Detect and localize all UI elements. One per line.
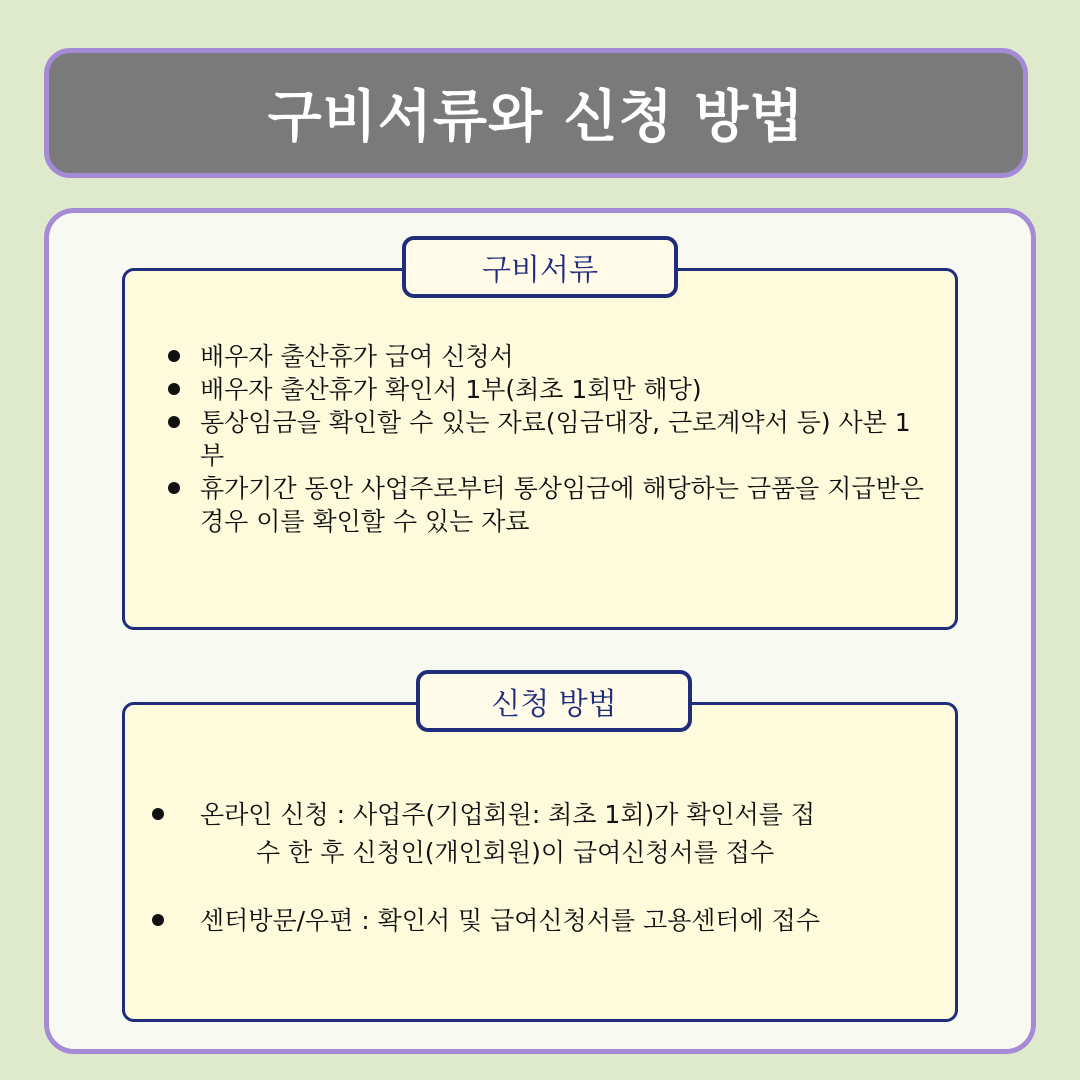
list-item: 배우자 출산휴가 확인서 1부(최초 1회만 해당) [168,373,928,406]
list-item: 배우자 출산휴가 급여 신청서 [168,340,928,373]
list-item: 통상임금을 확인할 수 있는 자료(임금대장, 근로계약서 등) 사본 1부 [168,406,928,472]
list-item [150,796,940,872]
online-application-text: 온라인 신청 : 사업주(기업회원: 최초 1회)가 확인서를 접 [200,800,816,829]
list-item: 휴가기간 동안 사업주로부터 통상임금에 해당하는 금품을 지급받은 경우 이를 확인할 수 있는 자료 [168,472,928,538]
online-application-text-cont: 수 한 후 신청인(개인회원)이 급여신청서를 접수 [256,838,775,867]
application-list [150,796,940,940]
documents-heading: 구비서류 [482,253,598,288]
list-item [150,902,940,940]
application-heading: 신청 방법 [491,687,617,722]
title-banner [44,48,1028,178]
application-heading-tab [416,670,692,732]
page-title: 구비서류와 신청 방법 [267,85,805,150]
visit-mail-application-text: 센터방문/우편 : 확인서 및 급여신청서를 고용센터에 접수 [200,906,820,935]
documents-heading-tab [402,236,678,298]
documents-list [168,340,928,538]
